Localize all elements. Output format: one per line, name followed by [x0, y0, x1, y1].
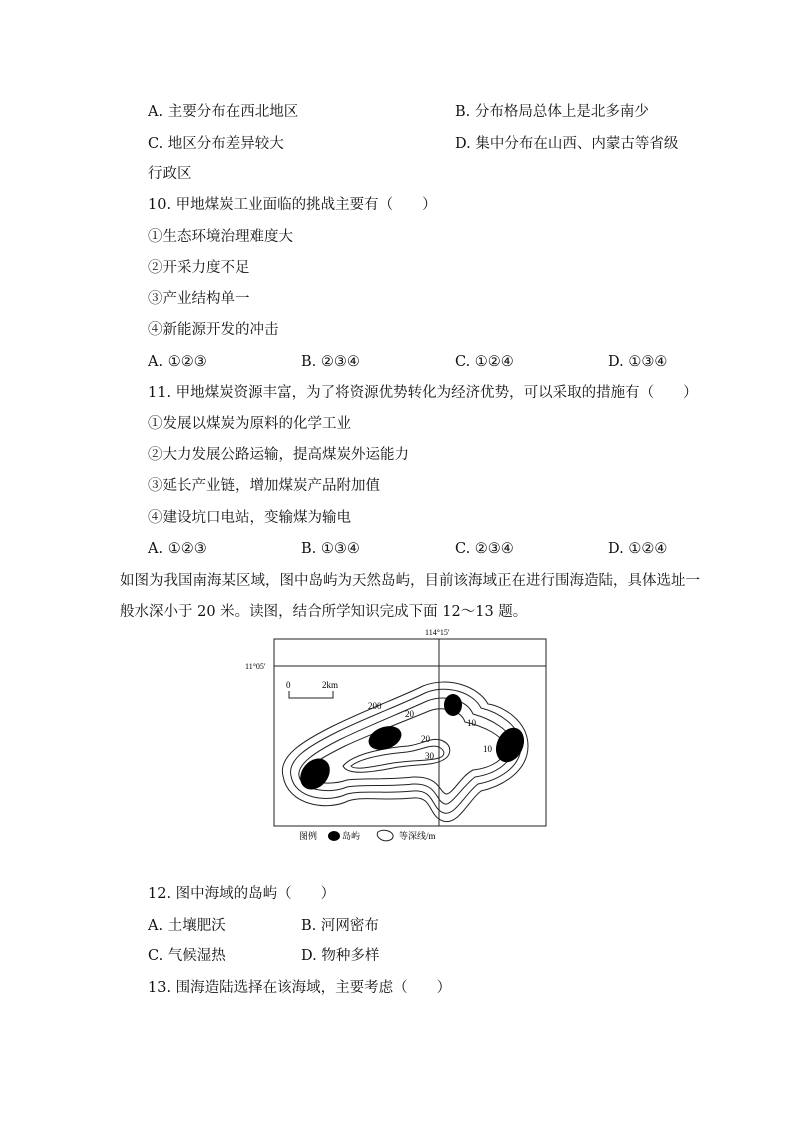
q11-option-c: C. ②③④ [455, 541, 514, 557]
q12-stem: 12. 图中海域的岛屿（ ） [148, 886, 336, 902]
longitude-label: 114°15′ [425, 628, 450, 637]
q13-stem: 13. 围海造陆选择在该海域，主要考虑（ ） [148, 980, 452, 996]
q9-option-d-continued: 行政区 [148, 166, 192, 182]
q10-item-3: ③产业结构单一 [148, 291, 250, 307]
q10-option-c: C. ①②④ [455, 354, 514, 370]
island-north [444, 694, 462, 716]
legend-contour-label: 等深线/m [399, 831, 436, 841]
q12-option-b: B. 河网密布 [301, 918, 379, 934]
q10-item-4: ④新能源开发的冲击 [148, 322, 279, 338]
q12-option-a: A. 土壤肥沃 [148, 918, 226, 934]
q11-stem: 11. 甲地煤炭资源丰富，为了将资源优势转化为经济优势，可以采取的措施有（ ） [148, 385, 698, 401]
intro-line-1: 如图为我国南海某区域，图中岛屿为天然岛屿，目前该海域正在进行围海造陆，具体选址一 [120, 573, 700, 589]
intro-line-2: 般水深小于 20 米。读图，结合所学知识完成下面 12～13 题。 [120, 604, 528, 620]
legend-title: 图例 [299, 831, 318, 841]
q11-item-2: ②大力发展公路运输，提高煤炭外运能力 [148, 447, 409, 463]
depth-label: 10 [467, 718, 476, 728]
q10-stem: 10. 甲地煤炭工业面临的挑战主要有（ ） [148, 197, 437, 213]
q11-option-b: B. ①③④ [301, 541, 360, 557]
q10-item-2: ②开采力度不足 [148, 260, 250, 276]
legend-island-label: 岛屿 [342, 831, 361, 841]
q11-option-a: A. ①②③ [148, 541, 207, 557]
q11-item-1: ①发展以煤炭为原料的化学工业 [148, 416, 351, 432]
depth-label: 10 [483, 744, 492, 754]
q10-option-a: A. ①②③ [148, 354, 207, 370]
depth-label: 200 [368, 701, 382, 711]
q11-option-d: D. ①②④ [608, 541, 668, 557]
island-east [491, 723, 530, 767]
latitude-label: 11°05′ [245, 662, 266, 671]
scale-zero-label: 0 [286, 680, 291, 690]
legend-island-icon [328, 831, 340, 841]
q11-item-4: ④建设坑口电站，变输煤为输电 [148, 510, 351, 526]
sea-area-map [243, 626, 553, 848]
scale-distance-label: 2km [322, 680, 339, 690]
scale-bar [289, 691, 333, 698]
q10-item-1: ①生态环境治理难度大 [148, 229, 293, 245]
depth-label: 20 [421, 734, 430, 744]
q9-option-d: D. 集中分布在山西、内蒙古等省级 [455, 136, 679, 152]
q12-option-c: C. 气候湿热 [148, 948, 226, 964]
q9-option-c: C. 地区分布差异较大 [148, 136, 284, 152]
q11-item-3: ③延长产业链，增加煤炭产品附加值 [148, 478, 380, 494]
q10-option-b: B. ②③④ [301, 354, 360, 370]
q9-option-a: A. 主要分布在西北地区 [148, 104, 299, 120]
q10-option-d: D. ①③④ [608, 354, 668, 370]
depth-label: 20 [405, 709, 414, 719]
depth-label: 30 [425, 751, 434, 761]
q12-option-d: D. 物种多样 [301, 948, 380, 964]
island-central [365, 722, 404, 754]
q9-option-b: B. 分布格局总体上是北多南少 [455, 104, 649, 120]
legend-contour-icon [377, 830, 393, 840]
